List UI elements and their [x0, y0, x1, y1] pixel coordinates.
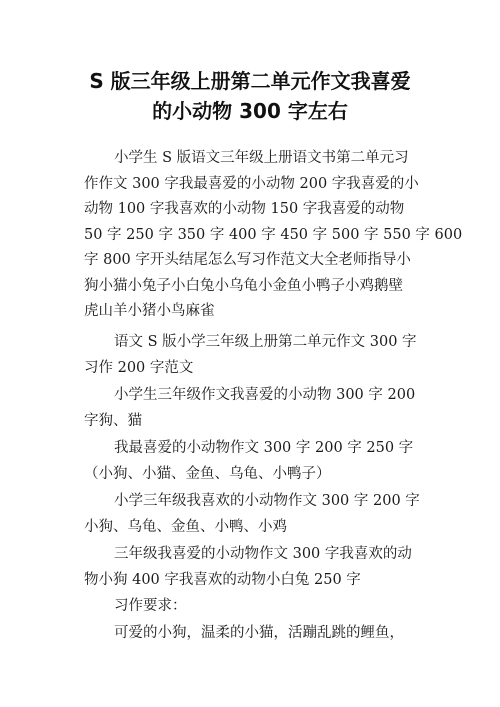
paragraph-line: 字狗、猫 — [84, 412, 142, 429]
paragraph-5 — [84, 489, 424, 540]
paragraph-line: （小狗、小猫、金鱼、乌龟、小鸭子） — [84, 465, 331, 482]
paragraph-7 — [84, 594, 424, 620]
paragraph-line: 虎山羊小猪小鸟麻雀 — [84, 303, 215, 319]
paragraph-line: 三年级我喜爱的小动物作文 300 字我喜欢的动 — [114, 546, 412, 562]
paragraph-4 — [84, 436, 424, 487]
paragraph-line: 可爱的小狗，温柔的小猫，活蹦乱跳的鲤鱼， — [114, 625, 404, 641]
paragraph-line: 小学三年级我喜欢的小动物作文 300 字 200 字 — [114, 493, 420, 509]
paragraph-3 — [84, 383, 424, 434]
document-title-line-1: S 版三年级上册第二单元作文我喜爱 — [89, 69, 411, 93]
document-title-line-2: 的小动物 300 字左右 — [152, 99, 348, 123]
paragraph-line: 语文 S 版小学三年级上册第二单元作文 300 字 — [114, 334, 417, 350]
paragraph-line: 小学生三年级作文我喜爱的小动物 300 字 200 — [114, 387, 416, 403]
paragraph-line: 50 字 250 字 350 字 400 字 450 字 500 字 550 字 600 — [84, 226, 463, 243]
paragraph-line: 小学生 S 版语文三年级上册语文书第二单元习 — [114, 150, 409, 166]
paragraph-2 — [84, 330, 424, 381]
paragraph-line: 字 800 字开头结尾怎么写习作范文大全老师指导小 — [84, 252, 411, 268]
paragraph-line: 我最喜爱的小动物作文 300 字 200 字 250 字 — [114, 440, 414, 456]
paragraph-8 — [84, 621, 424, 647]
paragraph-6 — [84, 542, 424, 593]
paragraph-line: 习作 200 字范文 — [84, 359, 194, 376]
paragraph-line: 习作要求： — [114, 598, 187, 614]
paragraph-line: 作作文 300 字我最喜爱的小动物 200 字我喜爱的小 — [84, 175, 419, 192]
paragraph-line: 动物 100 字我喜欢的小动物 150 字我喜爱的动物 — [84, 201, 405, 217]
paragraph-line: 物小狗 400 字我喜欢的动物小白兔 250 字 — [84, 571, 361, 588]
paragraph-line: 小狗、乌龟、金鱼、小鸭、小鸡 — [84, 518, 287, 535]
paragraph-line: 狗小猫小兔子小白兔小乌龟小金鱼小鸭子小鸡鹅壁 — [84, 277, 403, 294]
paragraph-1 — [84, 146, 463, 325]
